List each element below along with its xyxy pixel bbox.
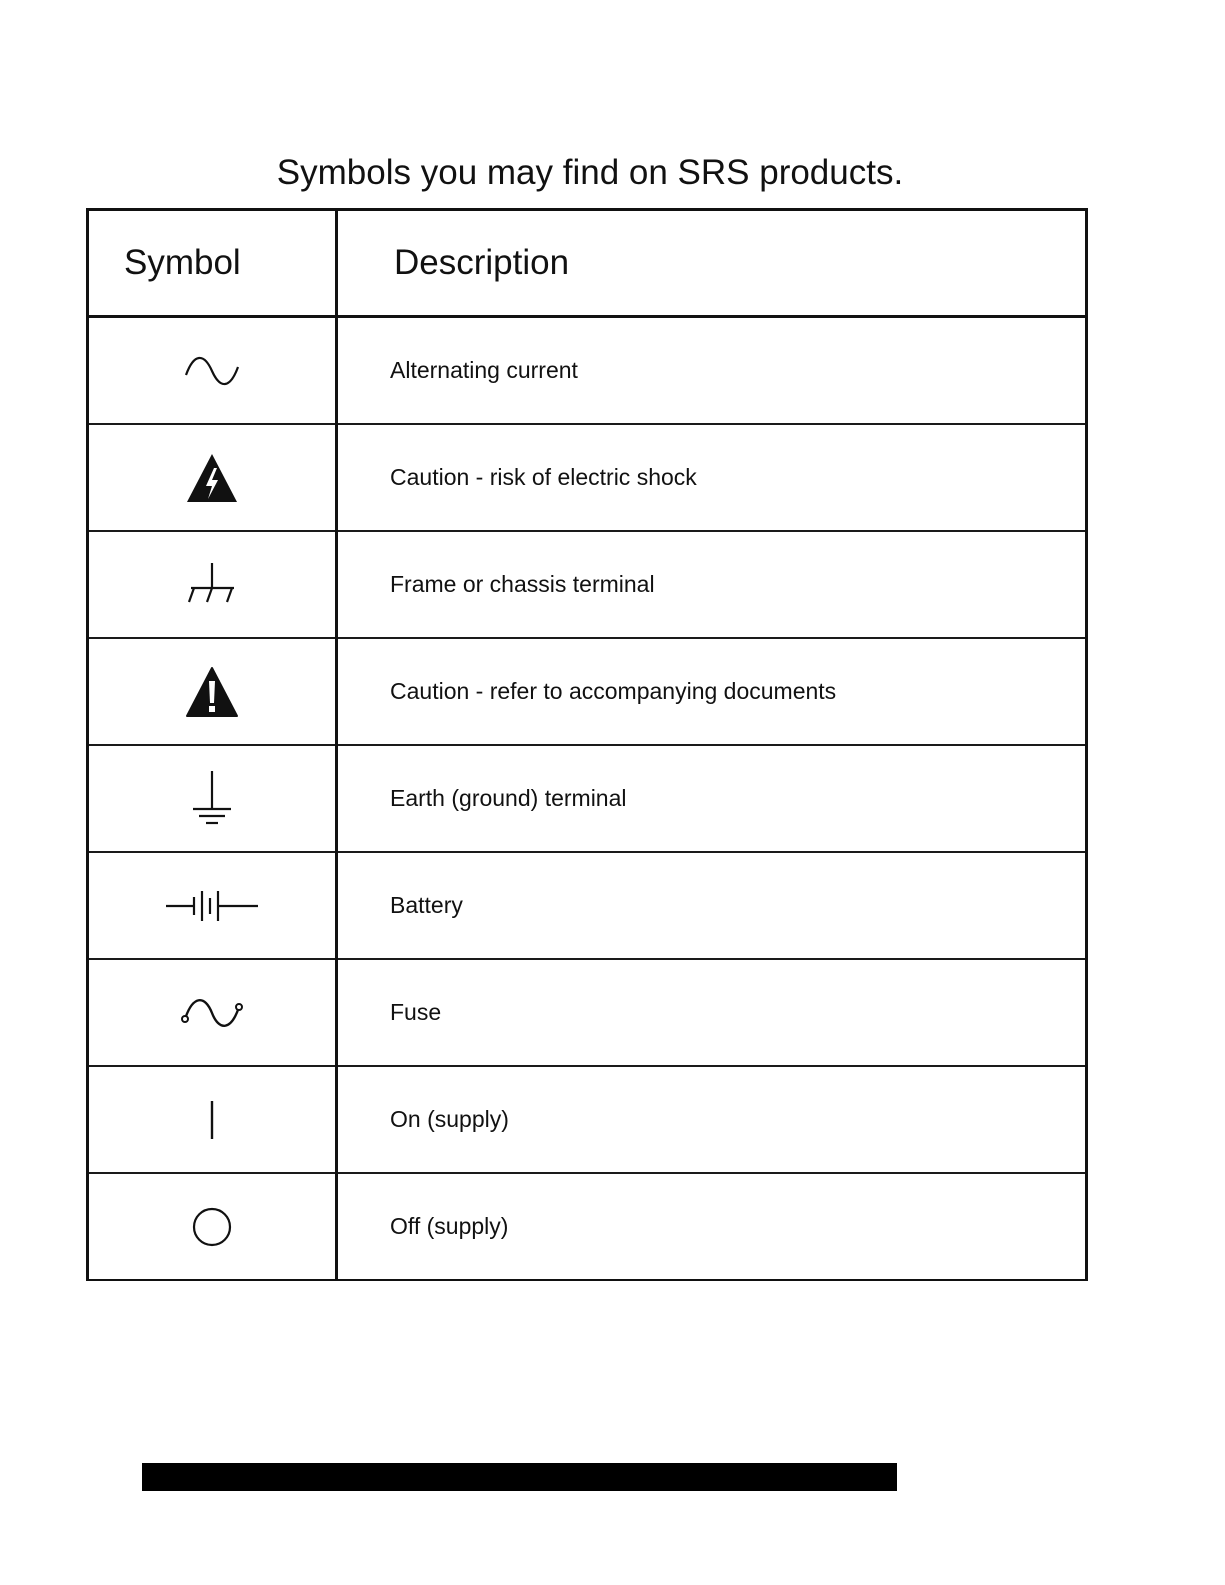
chassis-terminal-icon: [182, 560, 242, 610]
page-title: Symbols you may find on SRS products.: [276, 153, 904, 192]
table-row: [88, 638, 1087, 745]
table-row: [88, 424, 1087, 531]
table-row: [88, 745, 1087, 852]
description-cell: Caution - refer to accompanying documents: [337, 638, 1087, 745]
symbol-cell: [88, 852, 337, 959]
description-cell: Battery: [337, 852, 1087, 959]
electric-shock-warning-icon: [184, 451, 240, 505]
symbol-cell: [88, 1066, 337, 1173]
description-cell: Fuse: [337, 959, 1087, 1066]
footer-bar: [142, 1463, 897, 1491]
symbols-table: [86, 208, 1088, 1281]
symbol-cell: [88, 638, 337, 745]
table-row: [88, 531, 1087, 638]
alternating-current-icon: [182, 351, 242, 391]
fuse-icon: [179, 993, 245, 1033]
table-row: [88, 1066, 1087, 1173]
description-cell: Earth (ground) terminal: [337, 745, 1087, 852]
table-header-row: [88, 210, 1087, 317]
description-cell: Frame or chassis terminal: [337, 531, 1087, 638]
table-row: [88, 317, 1087, 425]
power-off-icon: [190, 1205, 234, 1249]
table-row: [88, 852, 1087, 959]
symbol-cell: [88, 317, 337, 425]
symbol-cell: [88, 959, 337, 1066]
symbol-cell: [88, 424, 337, 531]
symbol-cell: [88, 531, 337, 638]
description-column-header: Description: [337, 210, 1087, 317]
caution-warning-icon: [184, 665, 240, 719]
description-cell: Alternating current: [337, 317, 1087, 425]
table-row: [88, 959, 1087, 1066]
description-cell: On (supply): [337, 1066, 1087, 1173]
symbol-cell: [88, 1173, 337, 1280]
earth-ground-icon: [187, 769, 237, 829]
power-on-icon: [202, 1098, 222, 1142]
symbol-cell: [88, 745, 337, 852]
table-row: [88, 1173, 1087, 1280]
description-cell: Caution - risk of electric shock: [337, 424, 1087, 531]
description-cell: Off (supply): [337, 1173, 1087, 1280]
battery-icon: [164, 888, 260, 924]
symbol-column-header: Symbol: [88, 210, 337, 317]
